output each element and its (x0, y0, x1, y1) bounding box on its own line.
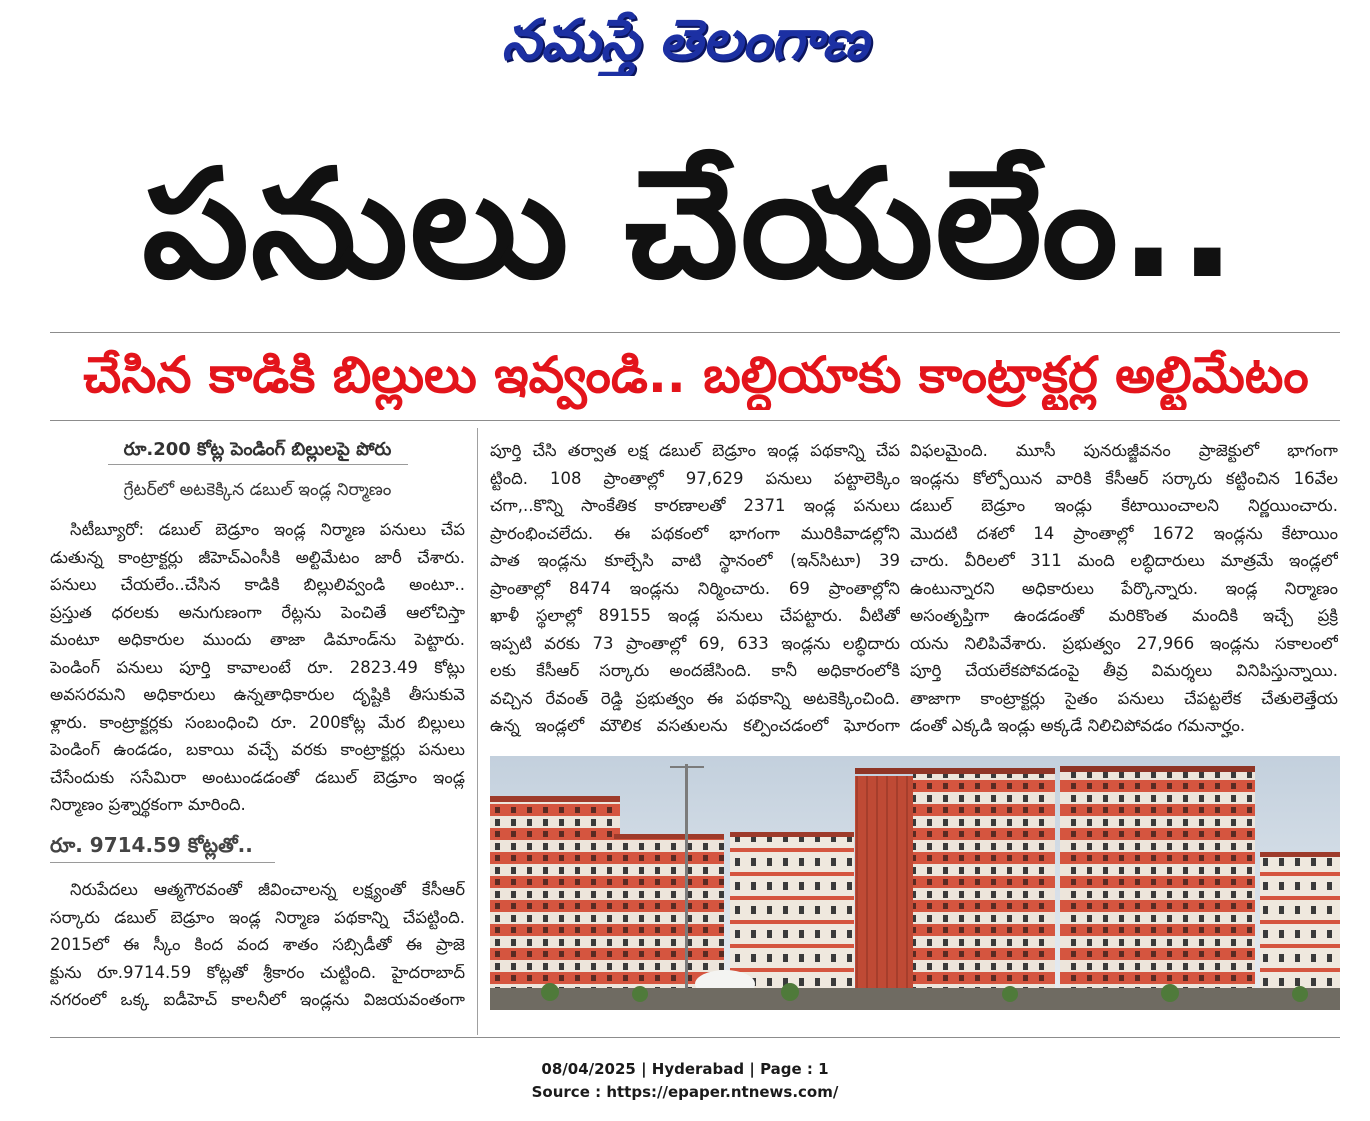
article-line: విఫలమైంది. మూసీ పునరుజ్జీవనం ప్రాజెక్టులో భాగంగా (910, 441, 1338, 460)
article-line: నగరంలో ఒక్క ఐడీహెచ్ కాలనీలో ఇండ్లను విజయవంతంగా (50, 990, 465, 1009)
article-line: పనులు చేయలేం..చేసిన కాడికి బిల్లులివ్వండి అంటూ.. (50, 575, 465, 594)
article-line: ట్టింది. 108 ప్రాంతాల్లో 97,629 పనులు పట్టాలెక్కిం (490, 468, 900, 488)
article-line: లకు కేసీఆర్ సర్కారు అందజేసింది. కానీ అధికారంలోకి (490, 661, 900, 680)
kicker-greater-housing: గ్రేటర్‌లో అటకెక్కిన డబుల్ ఇండ్ల నిర్మాణం (123, 480, 392, 500)
column-divider (477, 428, 478, 1035)
article-line: చేసేందుకు ససేమిరా అంటుండడంతో డబుల్ బెడ్రూం ఇండ్ల (50, 767, 465, 787)
article-line: డంతో ఎక్కడి ఇండ్లు అక్కడే నిలిచిపోవడం గమనార్హం. (910, 716, 1246, 735)
article-line: ప్రస్తుత ధరలకు అనుగుణంగా రేట్లను పెంచితే ఆలోచిస్తా (50, 602, 465, 622)
kicker-underline (108, 464, 408, 465)
footer-dateline: 08/04/2025 | Hyderabad | Page : 1 (541, 1060, 829, 1078)
article-line: ఉంటున్నారని అధికారులు పేర్కొన్నారు. ఇండ్ల నిర్మాణం (910, 578, 1338, 598)
article-line: సర్కారు డబుల్ బెడ్రూం ఇండ్ల నిర్మాణ పథకాన్ని చేపట్టింది. (50, 907, 465, 927)
housing-photo-illustration (490, 756, 1340, 1010)
photo-building-left (490, 796, 620, 1010)
subheadline: చేసిన కాడికి బిల్లులు ఇవ్వండి.. బల్దియాకు కాంట్రాక్టర్ల అల్టిమేటం (83, 346, 1309, 404)
photo-ground (490, 988, 1340, 1010)
rule-top (50, 332, 1340, 333)
article-line: ఇండ్లను కోల్పోయిన వారికి కేసీఆర్ సర్కారు కట్టించిన 16వేల (910, 468, 1338, 488)
article-line: సిటీబ్యూరో: డబుల్ బెడ్రూం ఇండ్ల నిర్మాణ పనులు చేప (70, 520, 465, 539)
rule-below-subheadline (50, 420, 1340, 421)
kicker-pending-bills: రూ.200 కోట్ల పెండింగ్ బిల్లులపై పోరు (123, 439, 392, 460)
photo-building-center-tall (855, 768, 1055, 1010)
article-line: ప్రాంతాల్లో 8474 ఇండ్లను నిర్మించారు. 69 ప్రాంతాల్లోని (490, 578, 900, 598)
article-line: డబుల్ బెడ్రూం ఇండ్లు కేటాయించాలని నిర్ణయించారు. (910, 496, 1338, 515)
article-line: మొదటి దశలో 14 ప్రాంతాల్లో 1672 ఇండ్లను కేటాయిం (910, 523, 1338, 543)
section-subhead: రూ. 9714.59 కోట్లతో.. (50, 833, 253, 857)
article-line: వచ్చిన రేవంత్ రెడ్డి ప్రభుత్వం ఈ పథకాన్ని అటకెక్కించింది. (490, 688, 900, 708)
article-line: ఖాళీ స్థలాల్లో 89155 ఇండ్ల పనులు చేపట్టారు. వీటితో (490, 606, 900, 625)
article-line: ప్రారంభించలేదు. ఈ పథకంలో భాగంగా మురికివాడల్లోని (490, 523, 900, 543)
article-line: ళ్లారు. కాంట్రాక్టర్లకు సంబంధించి రూ. 200కోట్ల మేర బిల్లులు (50, 712, 465, 732)
article-line: అవసరమని అధికారులు ఉన్నతాధికారుల దృష్టికి తీసుకువె (50, 685, 465, 704)
subhead-underline (50, 862, 275, 863)
article-line: చారు. వీరిలలో 311 మంది లబ్ధిదారులు మాత్రమే ఇండ్లలో (910, 551, 1338, 570)
article-line: 2015లో ఈ స్కీం కింద వంద శాతం సబ్సిడీతో ఈ ప్రాజె (50, 935, 465, 954)
article-line: చగా,..కొన్ని సాంకేతిక కారణాలతో 2371 ఇండ్ల పనులు (490, 496, 900, 515)
article-line: క్టును రూ.9714.59 కోట్లతో శ్రీకారం చుట్టింది. హైదరాబాద్ (50, 962, 465, 982)
rule-bottom (50, 1037, 1340, 1038)
article-line: పెండింగ్ పనులు పూర్తి కావాలంటే రూ. 2823.49 కోట్లు (50, 657, 465, 677)
article-line: ఉన్న ఇండ్లలో మౌలిక వసతులను కల్పించడంలో ఘోరంగా (490, 716, 900, 735)
article-line: అసంతృప్తిగా ఉండడంతో మరికొంత మందికి ఇచ్చే ప్రక్రి (910, 606, 1338, 625)
article-line: నిరుపేదలు ఆత్మగౌరవంతో జీవించాలన్న లక్ష్యంతో కేసీఆర్ (70, 880, 465, 899)
article-line: ఇప్పటి వరకు 73 ప్రాంతాల్లో 69, 633 ఇండ్లను లబ్ధిదారు (490, 633, 900, 653)
article-line: పూర్తి చేసి తర్వాత లక్ష డబుల్ బెడ్రూం ఇండ్ల పథకాన్ని చేప (490, 441, 900, 460)
masthead-logo: నమస్తే తెలంగాణ (501, 8, 869, 73)
article-line: డుతున్న కాంట్రాక్టర్లు జీహెచ్ఎంసీకి అల్టిమేటం జారీ చేశారు. (50, 547, 465, 567)
photo-building-right (1060, 766, 1255, 1010)
article-line: పూర్తి చేయలేకపోవడంపై తీవ్ర విమర్శలు వినిపిస్తున్నాయి. (910, 661, 1338, 680)
article-line: మంటూ అధికారుల ముందు తాజా డిమాండ్‌ను పెట్టారు. (50, 630, 465, 649)
footer-source: Source : https://epaper.ntnews.com/ (531, 1083, 839, 1101)
article-line: పాత ఇండ్లను కూల్చేసి వాటి స్థానంలో (ఇన్‌సిటూ) 39 (490, 551, 900, 570)
article-line: యను నిలిపివేశారు. ప్రభుత్వం 27,966 ఇండ్లను సకాలంలో (910, 633, 1338, 653)
article-line: తాజాగా కాంట్రాక్టర్లు సైతం పనులు చేపట్టలేక చేతులెత్తేయ (910, 688, 1338, 708)
article-line: నిర్మాణం ప్రశ్నార్థకంగా మారింది. (50, 795, 246, 814)
housing-photo (490, 756, 1340, 1010)
article-line: పెండింగ్ ఉండడం, బకాయి వచ్చే వరకు కాంట్రాక్టర్లు పనులు (50, 740, 465, 759)
headline: పనులు చేయలేం.. (142, 138, 1238, 312)
